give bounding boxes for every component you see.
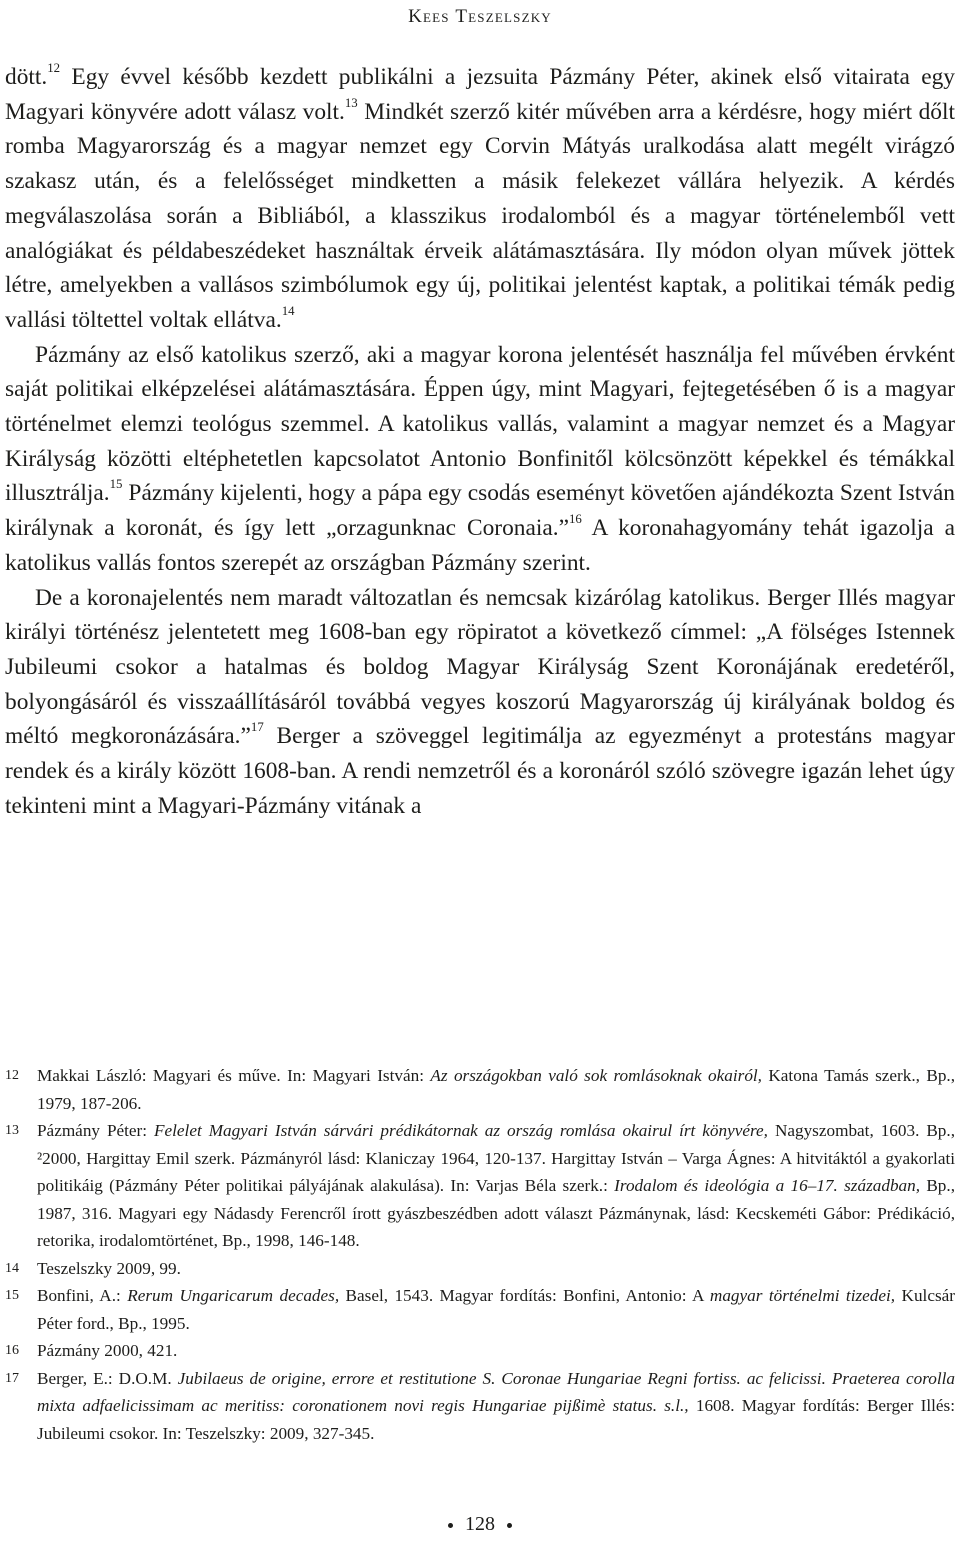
page-number: 128: [465, 1513, 495, 1535]
footnote-number: 16: [5, 1343, 19, 1358]
text-span: Berger a szöveggel legitimálja az egyezményt a protestáns magyar rendek és a király között 1608-ban. A rendi nemzetről és a koronáról szóló szövegre igazán lehet úgy tekinteni mint a Magyari-Pázmány vitának a: [5, 723, 955, 819]
text-span: Pázmány kijelenti, hogy a pápa egy csodás eseményt követően ajándékozta Szent István királynak a koronát, és így lett „orzagunknac Coronaia.”: [5, 480, 955, 542]
footnote-12: [5, 1062, 955, 1117]
footnote-number: 13: [5, 1123, 19, 1138]
footnote-16: [5, 1337, 955, 1365]
footnote-ref[interactable]: 12: [47, 60, 61, 75]
italic-title: Felelet Magyari István sárvári prédikátornak az ország romlása okairul írt könyvére,: [154, 1121, 768, 1140]
italic-title: magyar történelmi tizedei,: [709, 1286, 896, 1305]
footnote-ref[interactable]: 17: [250, 720, 264, 735]
footnote-number: 12: [5, 1068, 19, 1083]
footnote-ref[interactable]: 13: [344, 95, 358, 110]
page-number-line: [0, 1513, 960, 1536]
paragraph-2: [5, 338, 955, 581]
text-span: Nagyszombat, 1603. Bp., ²2000, Hargittay Emil szerk. Pázmányról lásd: Klaniczay 1964, 120-137. Hargittay István – Varga Ágnes: A hitvitáktól a gyakorlati politikáig (Pázmány Péter politikai pályájának alakulása). In: Varjas Béla szerk.:: [37, 1121, 955, 1195]
text-span: Katona Tamás szerk., Bp., 1979, 187-206.: [37, 1066, 956, 1113]
footnote-17: [5, 1365, 955, 1448]
footnote-number: 14: [5, 1260, 19, 1276]
text-span: Teszelszky 2009, 99.: [37, 1258, 181, 1278]
text-span: Mindkét szerző kitér művében arra a kérdésre, hogy miért dőlt romba Magyarország és a magyar nemzet egy Corvin Mátyás uralkodása alatt megélt virágzó szakasz után, és a felelősséget mindketten a másik felekezet vállára helyezik. A kérdés megválaszolása során a Bibliából, a klasszikus irodalomból és a magyar történelemből vett analógiákat és példabeszédeket használtak érveik alátámasztására. Ily módon olyan művek jöttek létre, amelyekben a vallásos szimbólumok egy új, politikai jelentést kaptak, a politikai témák pedig vallási töltettel voltak ellátva.: [5, 98, 955, 333]
footnote-ref[interactable]: 14: [281, 303, 295, 318]
footnote-number: 17: [5, 1370, 19, 1386]
footnote-ref[interactable]: 16: [568, 511, 582, 526]
text-span: A koronahagyomány tehát igazolja a katolikus vallás fontos szerepét az országban Pázmány szerint.: [5, 515, 955, 576]
text-span: Kulcsár Péter ford., Bp., 1995.: [37, 1286, 955, 1333]
bullet-ornament-left: [448, 1523, 453, 1528]
italic-title: Rerum Ungaricarum decades,: [127, 1286, 340, 1305]
text-span: De a koronajelentés nem maradt változatlan és nemcsak kizárólag katolikus. Berger Illés magyar királyi történész jelentetett meg 1608-ban egy röpiratot a következő címmel: „A fölséges Istennek Jubileumi csokor a hatalmas és boldog Magyar Királyság Szent Koronájának eredetéről, bolyongásáról és visszaállításáról továbbá vegyes koszorú Magyarország új királyának boldog és méltó megkoronázására.”: [5, 584, 955, 750]
paragraph-1: [5, 60, 955, 338]
text-span: dött.: [5, 64, 48, 90]
text-span: Pázmány 2000, 421.: [37, 1341, 178, 1360]
main-text: [5, 60, 955, 823]
text-span: Pázmány Péter:: [37, 1121, 155, 1140]
text-span: Makkai László: Magyari és műve. In: Magyari István:: [37, 1066, 431, 1085]
footnote-14: [5, 1255, 955, 1283]
italic-title: Jubilaeus de origine, errore et restitutione S. Coronae Hungariae Regni fortiss. ac felicissi. Praeterea corolla mixta adfaelicissimam ac meritiss: coronationem novi regis Hungariae pijßimè status. s.l.,: [37, 1368, 955, 1415]
footnote-13: [5, 1117, 955, 1255]
running-head: Kees Teszelszky: [408, 6, 552, 27]
text-span: Bonfini, A.:: [37, 1286, 128, 1305]
footnote-15: [5, 1282, 955, 1337]
paragraph-3: [5, 581, 955, 824]
footnotes: [5, 1062, 955, 1447]
text-span: Bp., 1987, 316. Magyari egy Nádasdy Ferencről írott gyászbeszédben adott választ Pázmánynak, lásd: Kecskeméti Gábor: Prédikáció, retorika, irodalomtörténet, Bp., 1998, 146-148.: [37, 1176, 955, 1250]
text-span: Berger, E.: D.O.M.: [37, 1368, 178, 1388]
text-span: Egy évvel később kezdett publikálni a jezsuita Pázmány Péter, akinek első vitairata egy Magyari könyvére adott válasz volt.: [5, 64, 955, 125]
italic-title: Az országokban való sok romlásoknak okairól,: [430, 1066, 762, 1085]
text-span: Basel, 1543. Magyar fordítás: Bonfini, Antonio: A: [339, 1286, 710, 1305]
footnote-number: 15: [5, 1288, 19, 1303]
bullet-ornament-right: [507, 1523, 512, 1528]
footnote-ref[interactable]: 15: [109, 477, 123, 492]
text-span: Pázmány az első katolikus szerző, aki a magyar korona jelentését használja fel művében érvként saját politikai elképzelései alátámasztására. Éppen úgy, mint Magyari, fejtegetésében ő is a magyar történelmet elemzi teológus szemmel. A katolikus vallás, valamint a magyar nemzet és a Magyar Királyság közötti eltéphetetlen kapcsolatot Antonio Bonfinitől kölcsönzött képekkel és témákkal illusztrálja.: [5, 341, 955, 507]
text-span: 1608. Magyar fordítás: Berger Illés: Jubileumi csokor. In: Teszelszky: 2009, 327-345.: [37, 1396, 956, 1443]
italic-title: Irodalom és ideológia a 16–17. században,: [614, 1176, 921, 1195]
